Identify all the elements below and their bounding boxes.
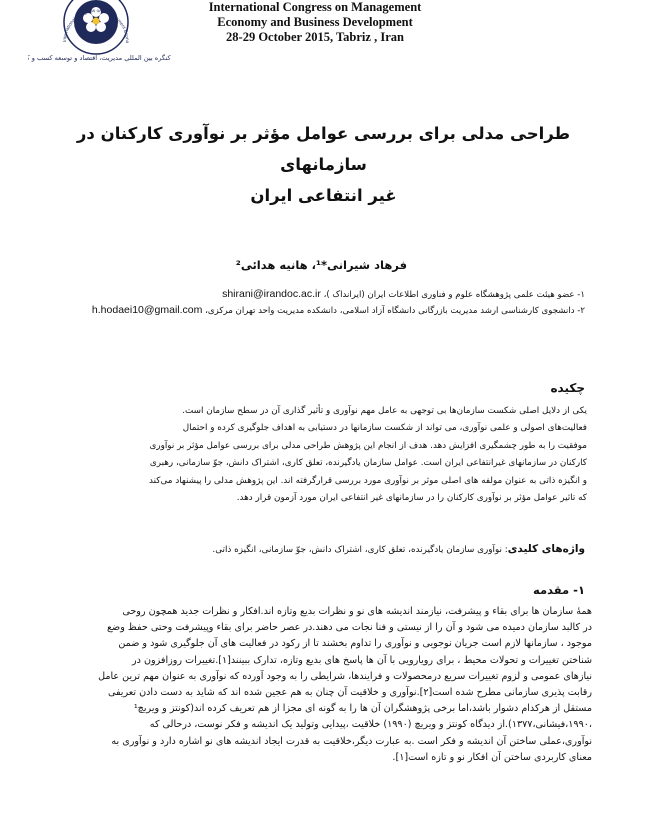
introduction-line: موجود ، سازمانها لازم است جریان نوجویی و نوآوری را تداوم بخشند تا از رکود در فعالیت های آن جلوگیری شود و ضمن: [118, 638, 592, 650]
affiliation-1-text: ۱- عضو هیئت علمی پژوهشگاه علوم و فناوری اطلاعات ایران (ایرانداک )،: [323, 290, 585, 300]
affiliation-2-text: ۲- دانشجوی کارشناسی ارشد مدیریت بازرگانی دانشگاه آزاد اسلامی، دانشکده مدیریت واحد تهران مرکزی،: [205, 306, 585, 316]
svg-text:International Congress on Mana: International Congress on Management Econo: [61, 7, 131, 44]
introduction-line: مستقل از هرکدام دشوار باشد،اما برخی پژوهشگران آن ها را به گونه ای مجزا از هم تعریف کرده اند(کونتز و ویریچ¹: [133, 703, 592, 715]
paper-title: [40, 118, 607, 211]
paper-title-line2: غیر انتفاعی ایران: [250, 186, 397, 205]
abstract-line: یکی از دلایل اصلی شکست سازمان‌ها بی توجهی به عامل مهم نوآوری و تأثیر گذاری آن در سطح سازمان است.: [182, 406, 587, 416]
abstract-line: کارکنان در سازمانهای غیرانتفاعی ایران است. عوامل سازمان یادگیرنده، تعلق کاری، اشتراک دانش، جوّ سازمانی، رهبری: [149, 458, 587, 469]
introduction-heading: ۱- مقدمه: [533, 583, 585, 597]
introduction-line: معنای کاربردی ساختن آن افکار نو و تازه است[۱].: [392, 751, 592, 763]
affiliation-1: [222, 288, 585, 300]
paper-title-line1: طراحی مدلی برای بررسی عوامل مؤثر بر نوآوری کارکنان در سازمانهای: [76, 124, 571, 174]
introduction-body: [55, 604, 592, 766]
keywords-text: : نوآوری سازمان یادگیرنده، تعلق کاری، اشتراک دانش، جوّ سازمانی، انگیزه ذاتی.: [212, 545, 508, 555]
conference-header: [180, 0, 450, 45]
author-1-email[interactable]: shirani@irandoc.ac.ir: [222, 288, 321, 300]
abstract-line: که تاثیر عوامل مؤثر بر نوآوری کارکنان را در سازمانهای غیر انتفاعی ایران مورد آزمون قرار دهد.: [236, 493, 587, 504]
conference-logo: [28, 0, 178, 66]
keywords-label: واژه‌های کلیدی: [507, 543, 585, 555]
abstract-line: فعالیت‌های اصولی و علمی نوآوری، می تواند از شکست سازمانها در دستیابی به اهداف جلوگیری کرده و احتمال: [182, 423, 587, 434]
author-2-email[interactable]: h.hodaei10@gmail.com: [91, 304, 203, 316]
introduction-line: در کالبد سازمان دمیده می شود و آن را از نیستی و فنا نجات می دهند.در عصر حاضر برای بقاء وپیشرفت وحتی حفظ وضع: [106, 622, 592, 634]
conference-name-line2: Economy and Business Development: [217, 15, 413, 29]
introduction-line: همهٔ سازمان ها برای بقاء و پیشرفت، نیازمند اندیشه های نو و نظرات بدیع وتازه اند.افکار و نظرات جدید همچون روحی: [122, 606, 592, 617]
author-list: فرهاد شیرانی*¹، هانیه هدائی²: [235, 258, 407, 272]
introduction-line: رقابت پذیری سازمانی مطرح شده است[۲].نوآوری و خلاقیت آن چنان به هم عجین شده اند که شاید به دست دادن تعریفی: [107, 687, 592, 699]
keywords: [60, 543, 585, 555]
abstract-line: و انگیزه ذاتی به عنوان مولفه های اصلی موثر بر نوآوری مورد بررسی قرارگرفته اند. این پژوهش مدلی را پیشنهاد می‌کند: [149, 475, 587, 486]
affiliation-2: [92, 304, 585, 316]
abstract-heading: چکیده: [550, 381, 585, 395]
abstract-body: [60, 403, 587, 507]
abstract-line: موفقیت را به طور چشمگیری افزایش دهد. هدف از انجام این پژوهش طراحی مدلی برای بررسی عوامل مؤثر بر نوآوری: [149, 440, 587, 451]
introduction-line: نیازهای عمومی و لزوم تغییرات سریع درمحصولات و فرایندها، شرایطی را به وجود آورده که نوآوری به عنوان مهم ترین عامل: [98, 670, 592, 682]
introduction-line: شناختن تغییرات و تحولات محیط ، برای رویارویی با آن ها پاسخ های بدیع وتازه، تدارک ببینند[۱].تغییرات روزافزون در: [131, 654, 592, 666]
introduction-line: ،۱۹۹۰،فیشانی،۱۳۷۷).از دیدگاه کونتز و ویریچ (۱۹۹۰) خلاقیت ،پیدایی وتولید یک اندیشه و فکر نوست، درحالی که: [149, 719, 592, 731]
conference-name-line1: International Congress on Management: [208, 0, 422, 14]
svg-text:کنگره بین المللی مدیریت، اقتصا: کنگره بین المللی مدیریت، اقتصاد و توسعه کسب و کار: [28, 54, 171, 62]
introduction-line: نوآوری،عملی ساختن آن اندیشه و فکر است .به عبارت دیگر،خلاقیت به قدرت ایجاد اندیشه های نو اشاره دارد و نوآوری به: [111, 735, 592, 747]
conference-date-location: 28-29 October 2015, Tabriz , Iran: [226, 30, 404, 44]
